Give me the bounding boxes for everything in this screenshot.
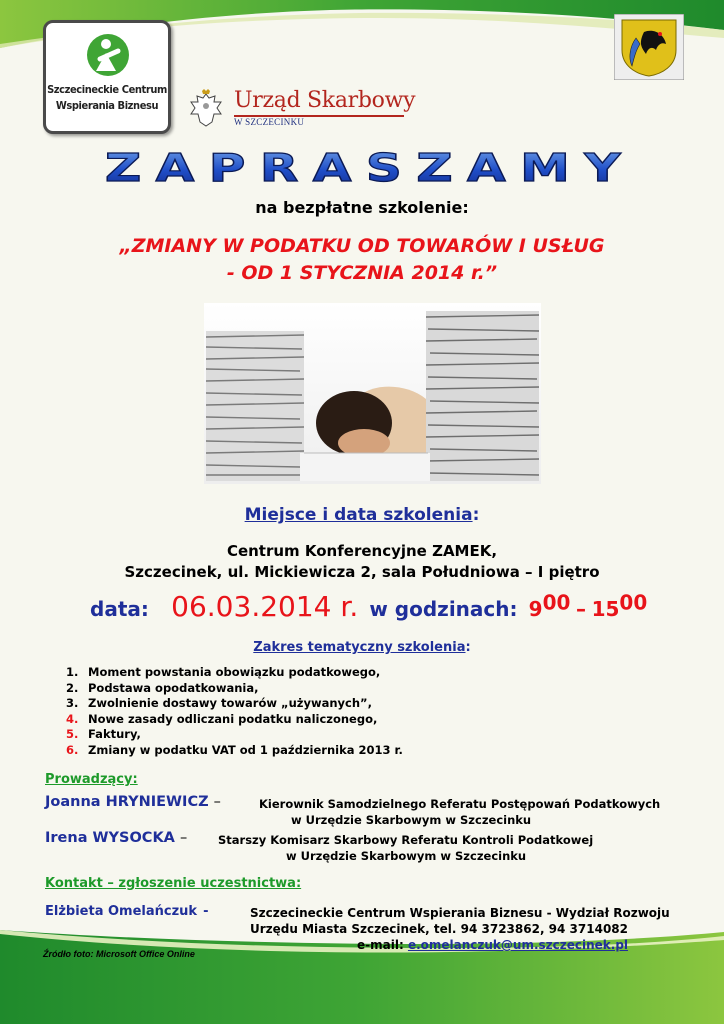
photo-source-note: Źródło foto: Microsoft Office Online [43, 949, 195, 959]
contact-line1: Szczecineckie Centrum Wspierania Biznesu - Wydział Rozwoju [250, 906, 670, 920]
end-hour: 15 [591, 597, 620, 621]
topic-number: 6. [66, 742, 79, 757]
tax-office-name: Urząd Skarbowy [234, 88, 416, 113]
list-item [66, 665, 403, 681]
intro-text: na bezpłatne szkolenie: [255, 198, 469, 217]
lecturer-2-role: Starszy Komisarz Skarbowy Referatu Kontroli Podatkowej [218, 833, 594, 847]
end-minutes: 00 [619, 590, 648, 615]
date-value: 06.03.2014 r. [171, 590, 359, 623]
headline-zapraszamy [98, 148, 642, 188]
contact-name [45, 904, 208, 919]
topic-text: Moment powstania obowiązku podatkowego, [88, 665, 381, 679]
venue-line1: Centrum Konferencyjne ZAMEK, [226, 542, 498, 560]
scope-heading-text: Zakres tematyczny szkolenia [253, 640, 466, 655]
headline-text: ZAPRASZAMY [105, 148, 635, 188]
lecturer-2-dash: – [179, 830, 188, 846]
lecturer-2-office: w Urzędzie Skarbowym w Szczecinku [286, 849, 527, 863]
contact-email-link[interactable]: e.omelanczuk@um.szczecinek.pl [407, 938, 629, 952]
lecturer-1-name [45, 794, 221, 810]
coat-of-arms-icon [614, 14, 684, 80]
start-minutes: 00 [542, 590, 571, 615]
contact-dash: - [203, 904, 209, 919]
topic-number: 3. [66, 696, 79, 711]
tax-office-sub: W SZCZECINKU [234, 117, 305, 127]
scope-heading [0, 640, 724, 655]
people-mark-icon [86, 33, 130, 77]
topic-number: 4. [66, 711, 79, 726]
contact-name-text: Elżbieta Omelańczuk [45, 904, 198, 919]
lecturer-2-name-text: Irena WYSOCKA [45, 830, 175, 846]
contact-heading: Kontakt – zgłoszenie uczestnictwa: [45, 876, 302, 891]
topic-text: Podstawa opodatkowania, [88, 680, 259, 695]
lecturer-1-dash: – [213, 794, 221, 810]
topic-number: 1. [66, 665, 79, 679]
place-heading-colon: : [472, 505, 480, 525]
venue-line2: Szczecinek, ul. Mickiewicza 2, sala Południowa – I piętro [124, 563, 600, 581]
topic-text: Faktury, [88, 727, 141, 742]
lecturer-1-office: w Urzędzie Skarbowym w Szczecinku [291, 813, 532, 827]
place-heading [0, 505, 724, 525]
topic-number: 2. [66, 680, 79, 695]
topic-text: Nowe zasady odliczani podatku naliczonego, [88, 711, 378, 726]
hours-dash: – [575, 597, 586, 621]
lecturer-1-role: Kierownik Samodzielnego Referatu Postępowań Podatkowych [259, 797, 661, 811]
list-item [66, 681, 403, 697]
photo-paper-stacks [204, 303, 541, 484]
topics-list [66, 665, 403, 759]
training-title-line1: „ZMIANY W PODATKU OD TOWARÓW I USŁUG [119, 235, 605, 257]
contact-email-line [357, 938, 628, 952]
training-title-line2: - OD 1 STYCZNIA 2014 r.” [226, 262, 498, 284]
topic-text: Zmiany w podatku VAT od 1 października 2013 r. [88, 742, 403, 757]
date-line [90, 590, 647, 623]
lecturer-2-name [45, 830, 187, 846]
org-name-line1: Szczecineckie Centrum [47, 83, 167, 96]
place-heading-text: Miejsce i data szkolenia [244, 505, 473, 525]
list-item [66, 712, 403, 728]
lecturer-1-name-text: Joanna HRYNIEWICZ [45, 794, 209, 810]
contact-line2: Urzędu Miasta Szczecinek, tel. 94 3723862, 94 3714082 [250, 922, 628, 936]
list-item [66, 696, 403, 712]
list-item [66, 743, 403, 759]
topic-text: Zwolnienie dostawy towarów „używanych”, [88, 696, 372, 711]
scope-heading-colon: : [465, 640, 471, 655]
email-label: e-mail: [357, 938, 408, 952]
lecturers-heading: Prowadzący: [45, 772, 138, 787]
topic-number: 5. [66, 727, 79, 742]
polish-eagle-icon [188, 88, 224, 128]
org-name-line2: Wspierania Biznesu [55, 99, 159, 112]
szczecineckie-centrum-logo [43, 20, 171, 134]
hours-label: w godzinach: [369, 597, 518, 621]
start-hour: 9 [528, 597, 543, 621]
date-label: data: [90, 597, 149, 621]
list-item [66, 727, 403, 743]
